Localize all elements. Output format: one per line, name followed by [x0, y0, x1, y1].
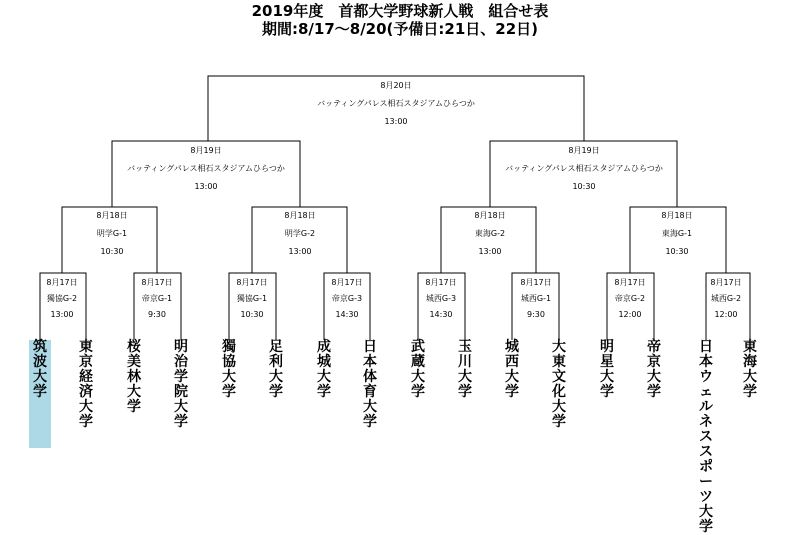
- team-name: 玉川大学: [458, 339, 472, 400]
- quarterfinal-label: [96, 210, 127, 257]
- team-name: 足利大学: [269, 339, 283, 400]
- semifinal-time: 13:00: [194, 182, 218, 191]
- quarterfinal-venue: 東海G-2: [474, 229, 506, 238]
- round1-time: 9:30: [148, 310, 166, 319]
- round1-time: 14:30: [429, 310, 453, 319]
- quarterfinal-label: [661, 210, 692, 257]
- team-name: 東海大学: [743, 339, 757, 400]
- semifinal-time: 10:30: [572, 182, 596, 191]
- round1-date: 8月17日: [425, 278, 457, 287]
- round1-time: 9:30: [527, 310, 545, 319]
- semifinal-label: [127, 145, 285, 192]
- quarterfinal-date: 8月18日: [284, 211, 316, 220]
- quarterfinal-venue: 明学G-1: [96, 229, 128, 238]
- semifinal-venue: バッティングパレス相石スタジアムひらつか: [127, 164, 285, 173]
- semifinal-date: 8月19日: [190, 146, 222, 155]
- round1-date: 8月17日: [710, 278, 742, 287]
- round1-label: [614, 277, 645, 320]
- round1-label: [520, 277, 551, 320]
- round1-venue: 城西G-3: [425, 294, 457, 303]
- round1-venue: 帝京G-1: [141, 294, 173, 303]
- final-time: 13:00: [384, 117, 408, 126]
- quarterfinal-venue: 東海G-1: [661, 229, 693, 238]
- round1-venue: 城西G-2: [710, 294, 742, 303]
- round1-time: 10:30: [240, 310, 264, 319]
- round1-time: 13:00: [50, 310, 74, 319]
- final-date: 8月20日: [380, 81, 412, 90]
- quarterfinal-time: 10:30: [100, 247, 124, 256]
- team-name: 明星大学: [600, 339, 614, 400]
- quarterfinal-label: [284, 210, 315, 257]
- team-name: 成城大学: [317, 339, 331, 400]
- round1-venue: 城西G-1: [520, 294, 552, 303]
- team-name: 帝京大学: [647, 339, 661, 400]
- round1-label: [710, 277, 741, 320]
- round1-venue: 獨協G-2: [46, 294, 78, 303]
- quarterfinal-label: [474, 210, 505, 257]
- round1-date: 8月17日: [46, 278, 78, 287]
- semifinal-date: 8月19日: [568, 146, 600, 155]
- round1-label: [46, 277, 77, 320]
- team-name: 日本ウェルネススポーツ大学: [699, 339, 713, 535]
- team-name: 獨協大学: [222, 339, 236, 400]
- semifinal-venue: バッティングパレス相石スタジアムひらつか: [505, 164, 663, 173]
- team-name: 筑波大学: [29, 340, 51, 448]
- round1-date: 8月17日: [614, 278, 646, 287]
- team-name: 武蔵大学: [411, 339, 425, 400]
- round1-label: [331, 277, 362, 320]
- team-name: 東京経済大学: [79, 339, 93, 430]
- team-name: 大東文化大学: [552, 339, 566, 430]
- quarterfinal-date: 8月18日: [661, 211, 693, 220]
- semifinal-label: [505, 145, 663, 192]
- round1-venue: 帝京G-2: [614, 294, 646, 303]
- quarterfinal-date: 8月18日: [96, 211, 128, 220]
- final-label: [317, 80, 475, 127]
- round1-label: [236, 277, 267, 320]
- round1-time: 14:30: [335, 310, 359, 319]
- team-name: 日本体育大学: [363, 339, 377, 430]
- quarterfinal-date: 8月18日: [474, 211, 506, 220]
- quarterfinal-time: 13:00: [478, 247, 502, 256]
- quarterfinal-time: 13:00: [288, 247, 312, 256]
- final-venue: バッティングパレス相石スタジアムひらつか: [317, 99, 475, 108]
- round1-date: 8月17日: [141, 278, 173, 287]
- quarterfinal-time: 10:30: [665, 247, 689, 256]
- round1-date: 8月17日: [520, 278, 552, 287]
- round1-time: 12:00: [714, 310, 738, 319]
- bracket-title: 2019年度 首都大学野球新人戦 組合せ表: [251, 2, 549, 20]
- round1-date: 8月17日: [331, 278, 363, 287]
- team-name: 明治学院大学: [174, 339, 188, 430]
- round1-venue: 獨協G-1: [236, 294, 268, 303]
- round1-date: 8月17日: [236, 278, 268, 287]
- round1-label: [425, 277, 456, 320]
- round1-label: [141, 277, 172, 320]
- round1-time: 12:00: [618, 310, 642, 319]
- team-name: 桜美林大学: [127, 339, 141, 415]
- team-name: 城西大学: [505, 339, 519, 400]
- bracket-period: 期間:8/17〜8/20(予備日:21日、22日): [261, 20, 539, 38]
- round1-venue: 帝京G-3: [331, 294, 363, 303]
- quarterfinal-venue: 明学G-2: [284, 229, 316, 238]
